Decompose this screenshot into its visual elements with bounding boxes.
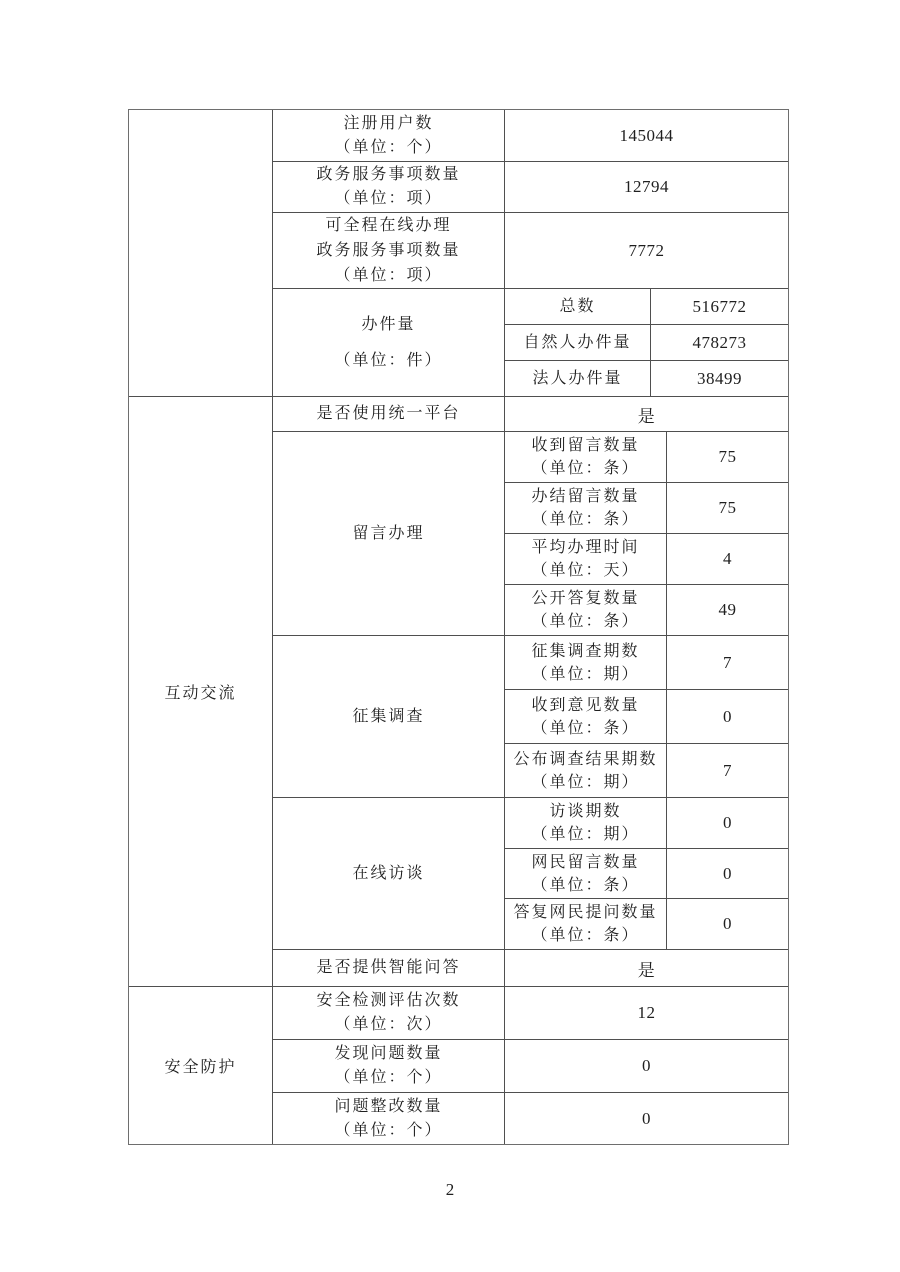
metric-label-text: 办件量: [361, 315, 416, 333]
submetric-label: [505, 432, 667, 482]
metric-value: 12: [637, 1003, 656, 1022]
submetric-label-text: 答复网民提问数量: [513, 904, 658, 922]
message-handling-subtable: [505, 432, 788, 635]
submetric-unit-text: （单位：天）: [531, 562, 640, 579]
section-service-body: [273, 110, 788, 396]
submetric-value: 0: [723, 812, 732, 832]
section-security: [129, 987, 788, 1144]
row-case-volume: [273, 289, 788, 396]
submetric-label-text: 公布调查结果期数: [513, 750, 658, 768]
report-table: [128, 109, 789, 1145]
metric-label: [273, 289, 505, 396]
metric-label-text: 政务服务事项数量: [316, 242, 461, 259]
metric-label: 是否使用统一平台: [273, 397, 505, 431]
submetric-value: 49: [718, 600, 737, 619]
metric-unit-text: （单位：个）: [334, 138, 443, 156]
group-label: 征集调查: [273, 636, 505, 797]
submetric-unit-text: （单位：条）: [531, 460, 640, 477]
submetric-value: 0: [723, 706, 732, 726]
metric-value: 7772: [628, 240, 665, 260]
row-group-message-handling: [273, 432, 788, 636]
submetric-unit-text: （单位：条）: [531, 876, 640, 894]
metric-value: 是: [637, 406, 656, 426]
submetric-value: 75: [718, 447, 737, 466]
metric-label-text: 注册用户数: [343, 114, 434, 132]
row-online-items: [273, 213, 788, 289]
row-group-interview: [273, 798, 788, 950]
submetric-label-text: 平均办理时间: [531, 539, 640, 556]
submetric-value: 478273: [692, 332, 747, 352]
row-issues-found: [273, 1040, 788, 1093]
metric-label: [273, 110, 505, 161]
submetric-label-text: 访谈期数: [549, 802, 622, 820]
row-service-items: [273, 162, 788, 213]
metric-unit-text: （单位：个）: [334, 1069, 443, 1086]
submetric-label-text: 收到留言数量: [531, 437, 640, 454]
subrow-opinions-received: [505, 690, 788, 744]
submetric-value: 7: [723, 760, 732, 780]
section-interaction-body: [273, 397, 788, 986]
page-number: 2: [445, 1180, 455, 1199]
submetric-unit-text: （单位：条）: [531, 613, 640, 630]
subrow-netizen-messages: [505, 849, 788, 900]
submetric-unit-text: （单位：条）: [531, 927, 640, 945]
submetric-value: 0: [723, 863, 732, 883]
metric-label: [273, 1040, 505, 1092]
row-security-assessments: [273, 987, 788, 1040]
submetric-label-text: 征集调查期数: [531, 642, 640, 660]
submetric-label-text: 网民留言数量: [531, 853, 640, 871]
metric-value: 0: [642, 1108, 651, 1128]
metric-label-text: 安全检测评估次数: [316, 992, 461, 1009]
metric-label: [273, 1093, 505, 1144]
metric-label-text: 问题整改数量: [334, 1097, 443, 1115]
submetric-value: 75: [718, 498, 737, 517]
subrow-messages-resolved: [505, 483, 788, 534]
submetric-label: 法人办件量: [505, 361, 651, 396]
submetric-value: 4: [723, 549, 732, 568]
metric-label: [273, 162, 505, 212]
submetric-label: [505, 636, 667, 689]
subrow-questions-answered: [505, 899, 788, 949]
submetric-label: [505, 585, 667, 635]
subrow-interview-sessions: [505, 798, 788, 849]
submetric-label: [505, 849, 667, 899]
submetric-label-text: 公开答复数量: [531, 590, 640, 607]
section-interaction: [129, 397, 788, 987]
row-issues-rectified: [273, 1093, 788, 1144]
submetric-label: [505, 534, 667, 584]
interview-subtable: [505, 798, 788, 949]
metric-unit-text: （单位：项）: [334, 267, 443, 284]
submetric-unit-text: （单位：期）: [531, 825, 640, 843]
submetric-value: 0: [723, 914, 732, 934]
subrow-messages-received: [505, 432, 788, 483]
submetric-unit-text: （单位：条）: [531, 719, 640, 737]
submetric-label: 总数: [505, 289, 651, 324]
subrow-results-published: [505, 744, 788, 797]
metric-label: [273, 213, 505, 288]
metric-value: 0: [642, 1056, 651, 1075]
category-cell: 安全防护: [129, 987, 273, 1144]
submetric-label: [505, 744, 667, 797]
metric-value: 145044: [619, 125, 674, 145]
metric-value: 是: [637, 960, 656, 980]
submetric-label-text: 办结留言数量: [531, 488, 640, 505]
submetric-label: [505, 690, 667, 743]
metric-unit-text: （单位：次）: [334, 1016, 443, 1033]
submetric-value: 516772: [692, 296, 747, 316]
metric-label-text: 可全程在线办理: [325, 217, 452, 234]
metric-label: 是否提供智能问答: [273, 950, 505, 986]
section-security-body: [273, 987, 788, 1144]
metric-unit-text: （单位：个）: [334, 1121, 443, 1139]
submetric-value: 38499: [697, 368, 742, 388]
row-group-survey: [273, 636, 788, 798]
metric-label: [273, 987, 505, 1039]
category-cell: 互动交流: [129, 397, 273, 986]
row-smart-qa: [273, 950, 788, 986]
submetric-label-text: 收到意见数量: [531, 696, 640, 714]
subrow-total: [505, 289, 788, 325]
submetric-label: [505, 798, 667, 848]
subrow-survey-issues: [505, 636, 788, 690]
metric-unit-text: （单位：件）: [334, 351, 443, 369]
subrow-natural-person: [505, 325, 788, 361]
group-label: 在线访谈: [273, 798, 505, 949]
metric-value: 12794: [624, 177, 669, 196]
submetric-value: 7: [723, 652, 732, 672]
metric-label-text: 发现问题数量: [334, 1045, 443, 1062]
submetric-unit-text: （单位：期）: [531, 665, 640, 683]
submetric-label: 自然人办件量: [505, 325, 651, 360]
group-label: 留言办理: [273, 432, 505, 635]
metric-label-text: 政务服务事项数量: [316, 166, 461, 183]
metric-unit-text: （单位：项）: [334, 190, 443, 207]
submetric-label: [505, 483, 667, 533]
submetric-unit-text: （单位：期）: [531, 773, 640, 791]
section-service: [129, 110, 788, 397]
submetric-unit-text: （单位：条）: [531, 511, 640, 528]
category-cell-empty: [129, 110, 273, 396]
row-registered-users: [273, 110, 788, 162]
subrow-public-replies: [505, 585, 788, 635]
subrow-average-handling-time: [505, 534, 788, 585]
submetric-label: [505, 899, 667, 949]
case-volume-subtable: [505, 289, 788, 396]
subrow-legal-person: [505, 361, 788, 396]
survey-subtable: [505, 636, 788, 797]
row-unified-platform: [273, 397, 788, 432]
